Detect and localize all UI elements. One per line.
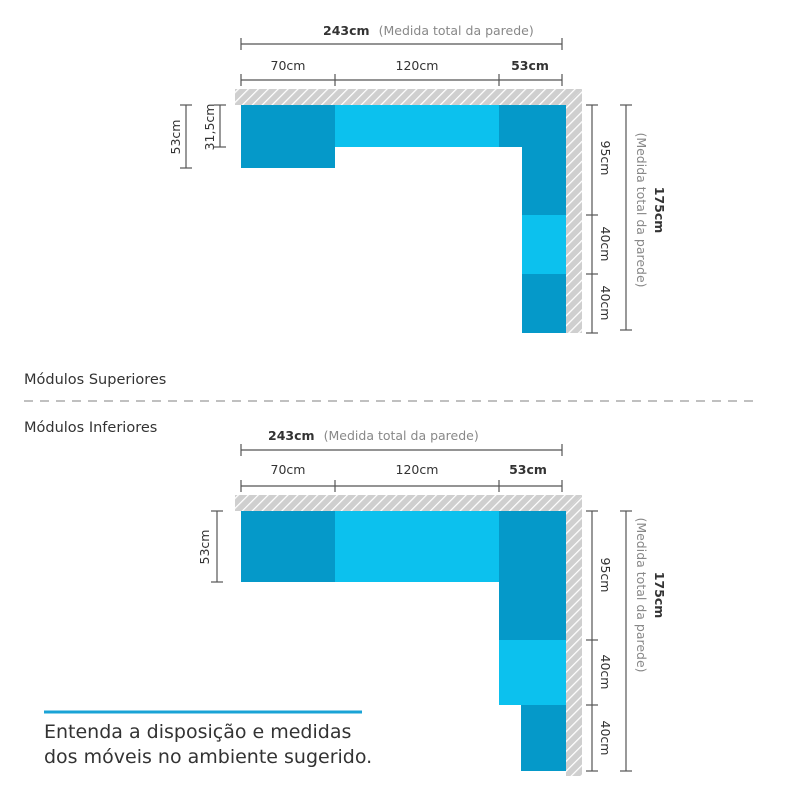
lower-total-width-dimension	[241, 425, 562, 456]
caption-line-2: dos móveis no ambiente sugerido.	[44, 746, 373, 768]
upper-module-left	[241, 105, 335, 168]
upper-wall-right	[566, 89, 582, 333]
upper-side-dimensions	[586, 105, 613, 333]
upper-depth-dimensions	[168, 104, 226, 168]
lower-wall	[235, 495, 582, 511]
lower-segment-dimensions	[241, 462, 562, 492]
upper-side-c-label: 40cm	[598, 285, 613, 321]
upper-module-middle	[335, 105, 499, 147]
upper-side-b-label: 40cm	[598, 226, 613, 262]
lower-total-height-label: 175cm	[652, 571, 667, 619]
upper-module-side-bottom	[522, 274, 566, 333]
upper-seg-a-label: 70cm	[270, 58, 306, 73]
upper-depth-label: 53cm	[168, 119, 183, 155]
lower-total-height-note: (Medida total da parede)	[634, 517, 649, 673]
lower-seg-c-label: 53cm	[509, 462, 547, 477]
upper-module-side-light	[522, 215, 566, 274]
lower-module-middle	[335, 511, 499, 582]
lower-seg-b-label: 120cm	[395, 462, 439, 477]
caption-line-1: Entenda a disposição e medidas	[44, 721, 352, 743]
upper-depth-inner-label: 31,5cm	[202, 103, 217, 151]
lower-wall-right	[566, 495, 582, 776]
lower-depth-dimension	[197, 511, 223, 582]
lower-module-left	[241, 511, 335, 582]
upper-total-height-dimension	[620, 105, 667, 330]
lower-side-a-label: 95cm	[598, 557, 613, 593]
section-upper-label: Módulos Superiores	[24, 372, 167, 388]
lower-side-c-label: 40cm	[598, 720, 613, 756]
upper-wall	[235, 89, 582, 105]
section-lower-label: Módulos Inferiores	[24, 420, 158, 436]
lower-module-corner	[499, 511, 566, 640]
upper-module-corner	[499, 105, 566, 215]
upper-total-width-dimension	[241, 20, 562, 50]
upper-segment-dimensions	[241, 58, 562, 86]
lower-side-dimensions	[586, 511, 613, 771]
upper-seg-b-label: 120cm	[395, 58, 439, 73]
upper-total-height-note: (Medida total da parede)	[634, 132, 649, 288]
lower-side-b-label: 40cm	[598, 654, 613, 690]
lower-total-width-label: 243cm (Medida total da parede)	[268, 428, 479, 443]
upper-side-a-label: 95cm	[598, 140, 613, 176]
upper-total-width-label: 243cm (Medida total da parede)	[323, 23, 534, 38]
lower-total-height-dimension	[620, 511, 667, 771]
upper-seg-c-label: 53cm	[511, 58, 549, 73]
upper-diagram	[168, 20, 667, 333]
lower-depth-label: 53cm	[197, 529, 212, 565]
upper-total-height-label: 175cm	[652, 186, 667, 234]
lower-module-side-light	[499, 640, 566, 705]
lower-seg-a-label: 70cm	[270, 462, 306, 477]
lower-module-side-bottom	[521, 705, 566, 771]
